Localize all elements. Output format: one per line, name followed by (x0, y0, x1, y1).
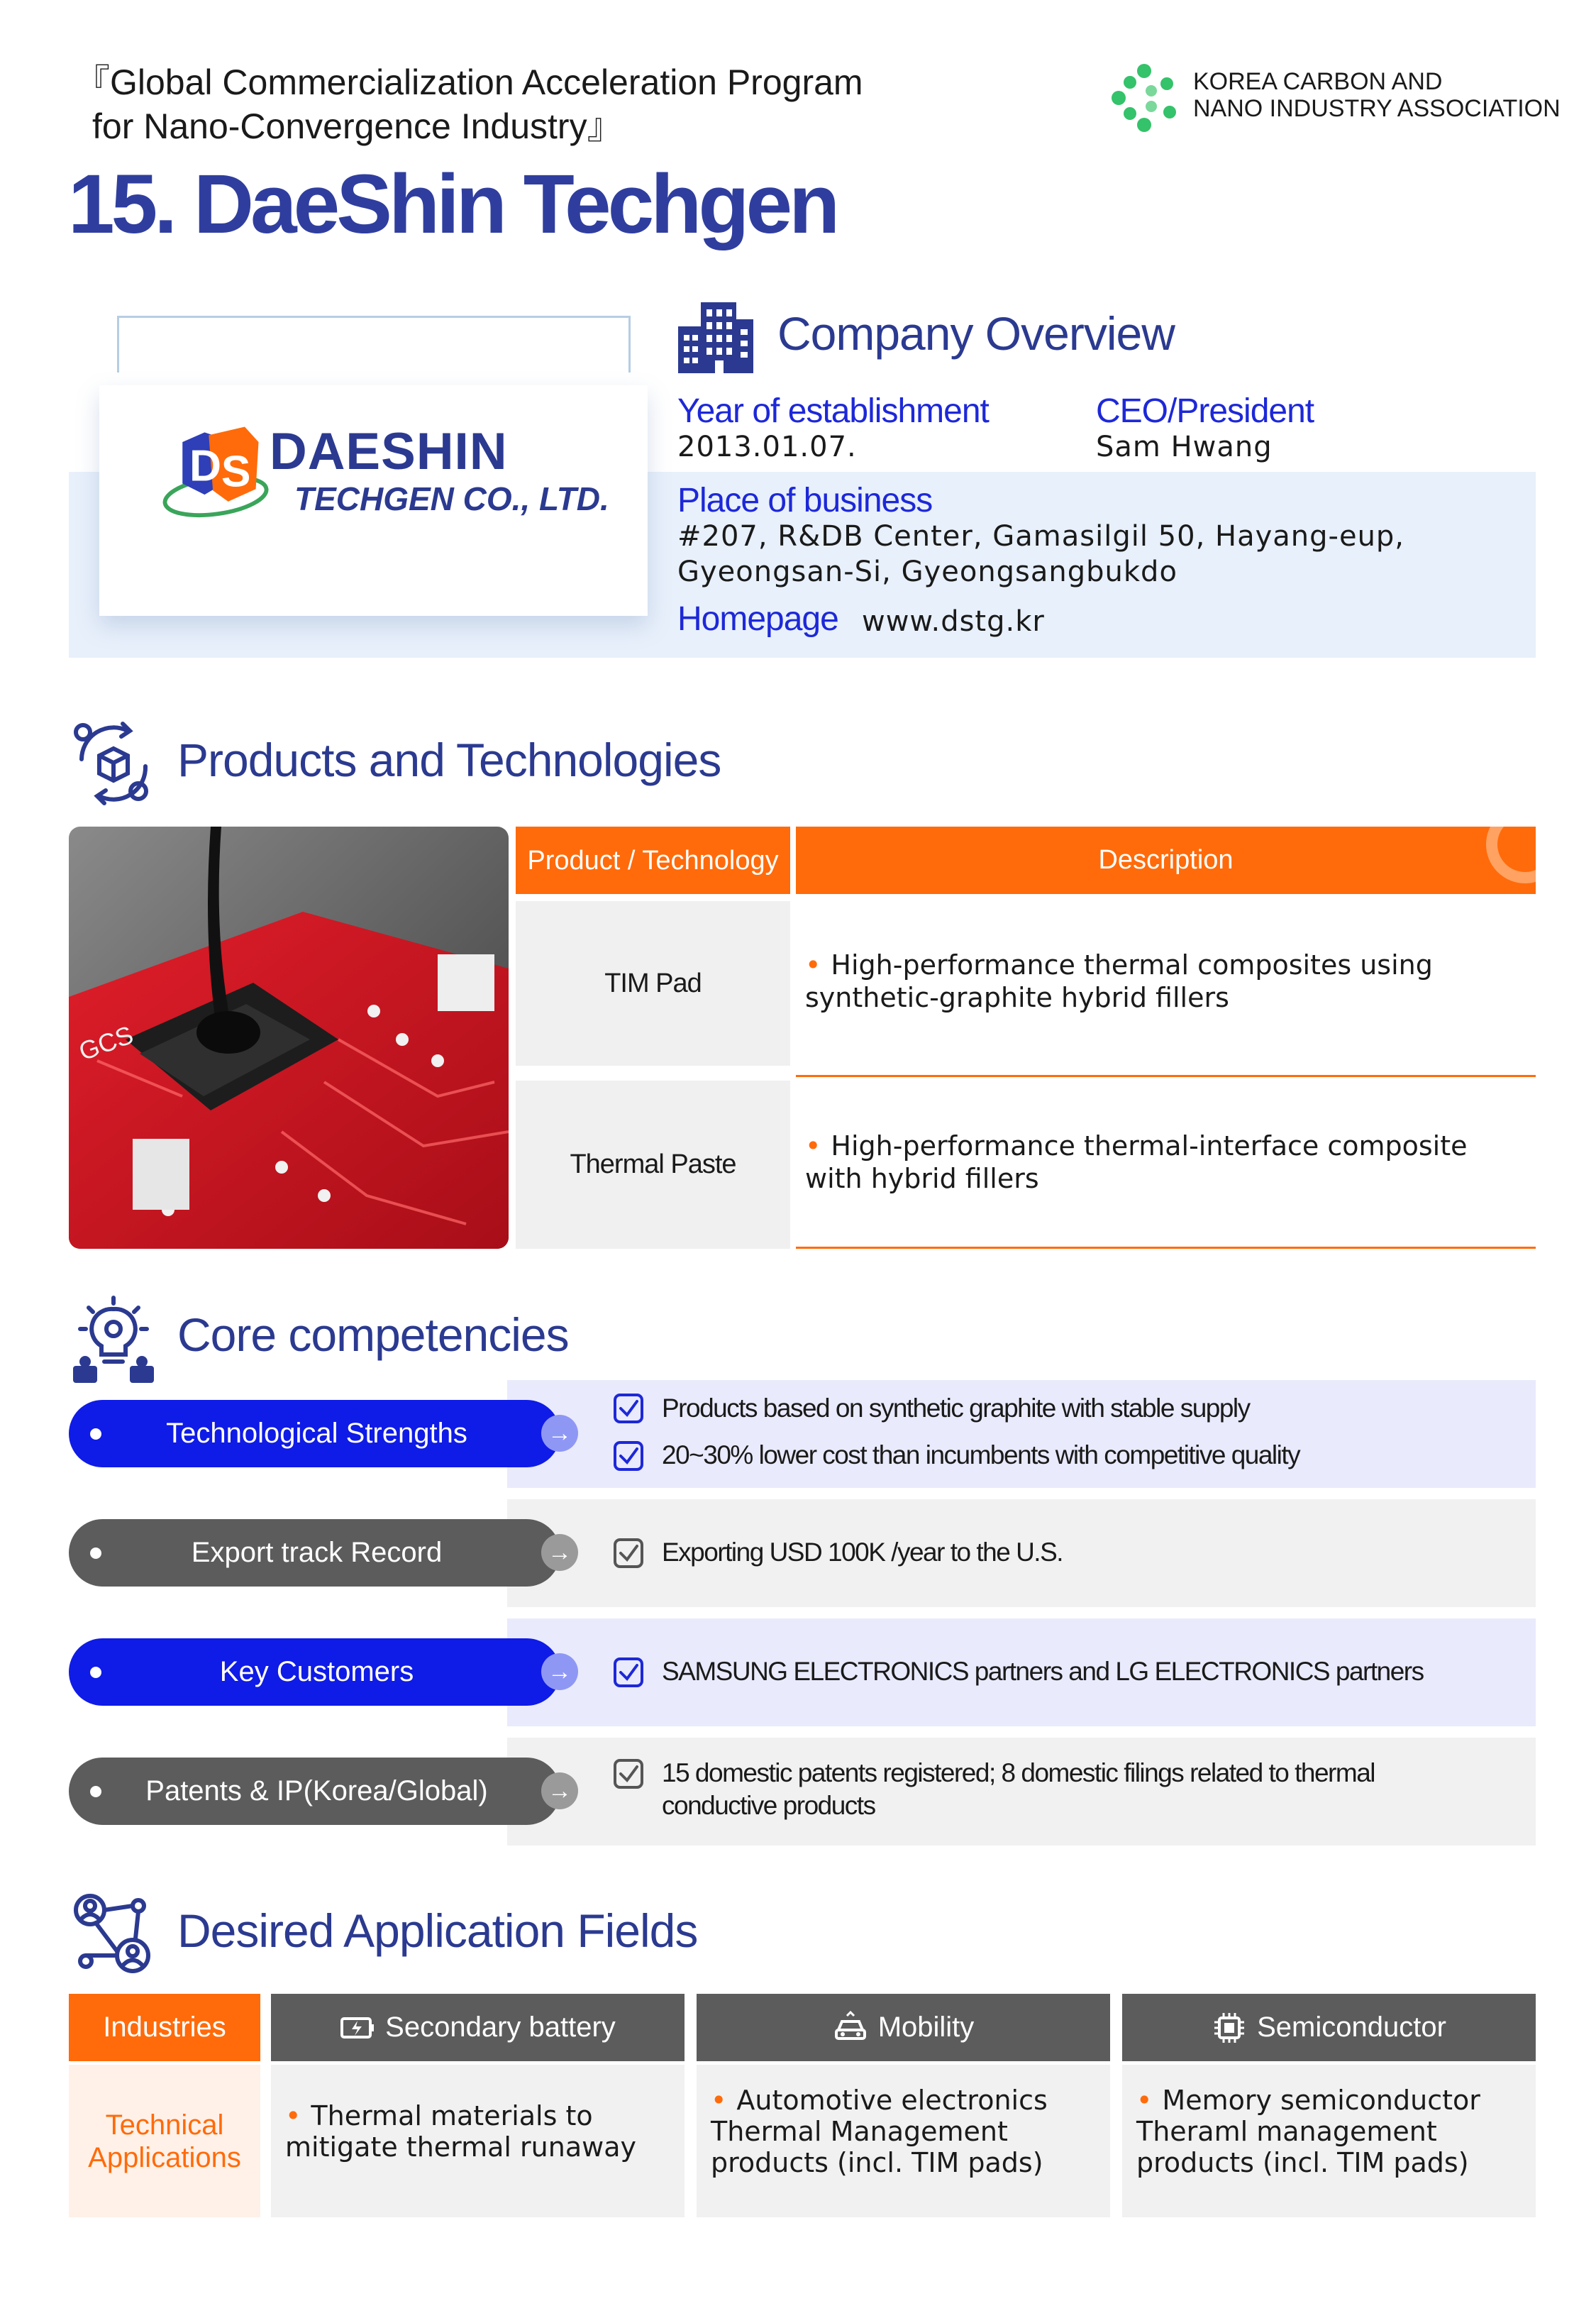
product-description (805, 1130, 1514, 1195)
industry-header-semiconductor (1122, 1994, 1536, 2061)
competency-point: 20~30% lower cost than incumbents with competitive quality (662, 1440, 1300, 1469)
association-name-line2: NANO INDUSTRY ASSOCIATION (1193, 95, 1561, 122)
products-tech-icon (67, 717, 160, 809)
application-text-block (285, 2100, 674, 2163)
battery-icon (340, 2010, 375, 2046)
competency-point: SAMSUNG ELECTRONICS partners and LG ELECTRONICS partners (662, 1657, 1424, 1686)
ceo-value: Sam Hwang (1096, 431, 1273, 463)
svg-text:GCS: GCS (74, 1020, 138, 1066)
pill-dot-icon (90, 1786, 101, 1797)
application-text: Thermal materials to mitigate thermal runaway (285, 2100, 636, 2163)
application-cell (1122, 2065, 1536, 2217)
chip-icon (1212, 2010, 1247, 2046)
competency-pill-tech-strengths (69, 1400, 560, 1467)
competency-point: Products based on synthetic graphite with stable supply (662, 1394, 1250, 1423)
svg-text:S: S (221, 447, 251, 497)
building-icon (674, 298, 758, 377)
bullet-icon: • (1136, 2085, 1153, 2116)
row-divider (796, 1247, 1536, 1249)
industries-header: Industries (69, 1994, 260, 2061)
checkbox-icon (613, 1538, 644, 1569)
industry-header-mobility (697, 1994, 1110, 2061)
checkbox-icon (613, 1657, 644, 1688)
header-decoration-ring (1486, 827, 1536, 883)
svg-text:D: D (189, 441, 222, 491)
page-title: 15. DaeShin Techgen (68, 158, 837, 251)
application-text-block (711, 2085, 1099, 2178)
description-header-label: Description (1098, 845, 1234, 875)
association-name-line1: KOREA CARBON AND (1193, 68, 1443, 95)
network-people-icon (67, 1887, 160, 1980)
daeshin-emblem-icon (162, 414, 272, 526)
overview-title: Company Overview (777, 307, 1175, 360)
lightbulb-gear-icon (67, 1295, 160, 1387)
competencies-title: Core competencies (177, 1308, 569, 1361)
program-title-line1: 『Global Commercialization Acceleration Program (74, 62, 863, 102)
industry-name: Secondary battery (385, 2012, 616, 2043)
competency-label: Export track Record (191, 1537, 443, 1568)
bullet-icon: • (805, 949, 821, 981)
homepage-link[interactable]: www.dstg.kr (862, 605, 1045, 638)
pill-dot-icon (90, 1667, 101, 1678)
car-icon (833, 2010, 868, 2046)
competency-label: Patents & IP(Korea/Global) (145, 1775, 488, 1806)
establishment-value: 2013.01.07. (677, 431, 857, 463)
description-column-header (796, 827, 1536, 894)
association-name (1193, 68, 1561, 122)
competency-pill-patents (69, 1758, 560, 1825)
arrow-right-icon: → (541, 1415, 578, 1452)
industry-name: Semiconductor (1257, 2012, 1446, 2043)
program-title (74, 60, 926, 148)
ceo-label: CEO/President (1096, 392, 1314, 430)
pill-dot-icon (90, 1428, 101, 1440)
application-text: Memory semiconductor Theraml management products (incl. TIM pads) (1136, 2085, 1480, 2178)
checkbox-icon (613, 1393, 644, 1424)
checkbox-icon (613, 1440, 644, 1472)
row-divider (796, 1075, 1536, 1077)
bullet-icon: • (711, 2085, 727, 2116)
product-description-text: High-performance thermal composites using synthetic-graphite hybrid fillers (805, 949, 1433, 1013)
application-cell (697, 2065, 1110, 2217)
application-text-block (1136, 2085, 1525, 2178)
bullet-icon: • (805, 1130, 821, 1162)
product-photo (69, 827, 509, 1249)
program-title-line2: for Nano-Convergence Industry』 (92, 106, 623, 146)
competency-pill-export (69, 1519, 560, 1587)
competency-label: Key Customers (219, 1656, 414, 1687)
logo-frame (117, 316, 631, 373)
competency-pill-customers (69, 1638, 560, 1706)
product-description (805, 949, 1514, 1014)
technical-applications-text: Technical Applications (88, 2109, 241, 2173)
competency-label: Technological Strengths (166, 1418, 467, 1449)
association-logo-icon (1110, 62, 1181, 133)
technical-applications-label (69, 2065, 260, 2217)
product-name: TIM Pad (516, 901, 790, 1066)
homepage-label: Homepage (677, 600, 838, 638)
application-cell (271, 2065, 685, 2217)
arrow-right-icon: → (541, 1772, 578, 1809)
pill-dot-icon (90, 1548, 101, 1559)
applications-title: Desired Application Fields (177, 1904, 698, 1957)
products-title: Products and Technologies (177, 734, 721, 786)
product-name: Thermal Paste (516, 1081, 790, 1249)
bullet-icon: • (285, 2100, 301, 2131)
product-description-text: High-performance thermal-interface composite with hybrid fillers (805, 1130, 1468, 1194)
place-of-business-label: Place of business (677, 482, 933, 519)
arrow-right-icon: → (541, 1653, 578, 1690)
company-logo-card (99, 385, 648, 616)
competency-point: Exporting USD 100K /year to the U.S. (662, 1538, 1063, 1567)
logo-wordmark-techgen: TECHGEN CO., LTD. (294, 480, 609, 517)
industry-name: Mobility (877, 2012, 975, 2043)
industry-header-battery (271, 1994, 685, 2061)
checkbox-icon (613, 1758, 644, 1789)
place-of-business-line2: Gyeongsan-Si, Gyeongsangbukdo (677, 556, 1177, 588)
logo-wordmark-daeshin: DAESHIN (270, 423, 508, 480)
arrow-right-icon: → (541, 1534, 578, 1571)
product-column-header: Product / Technology (516, 827, 790, 894)
application-text: Automotive electronics Thermal Management products (incl. TIM pads) (711, 2085, 1048, 2178)
place-of-business-line1: #207, R&DB Center, Gamasilgil 50, Hayang-eup, (677, 520, 1405, 553)
competency-point: 15 domestic patents registered; 8 domestic filings related to thermal conductive products (662, 1758, 1375, 1820)
establishment-label: Year of establishment (677, 392, 989, 430)
